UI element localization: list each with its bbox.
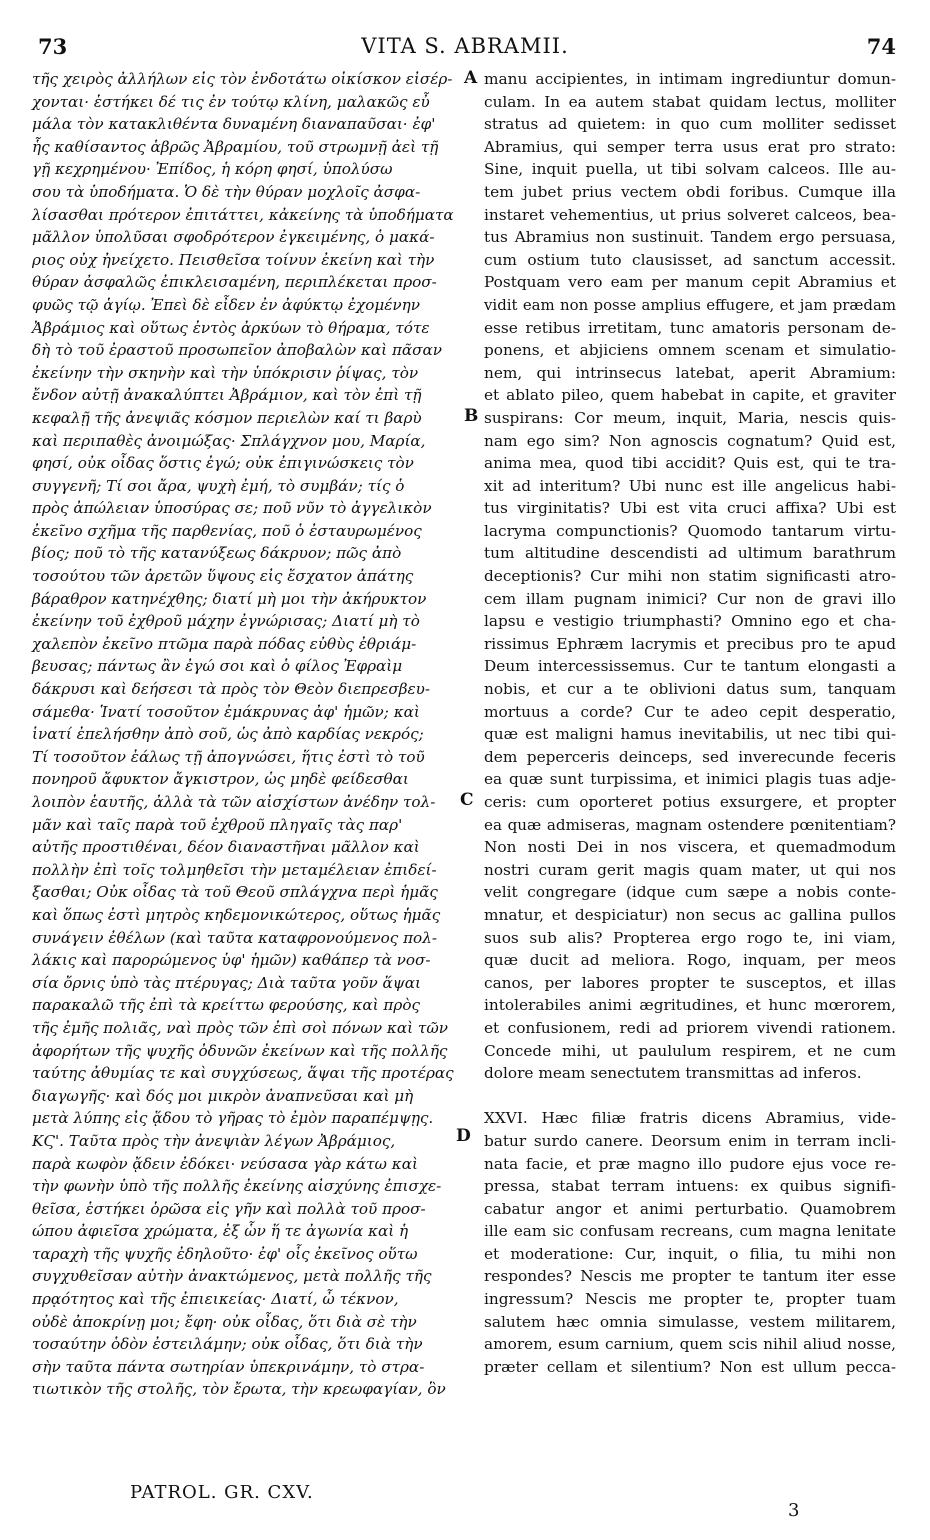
text-line: manu accipientes, in intimam ingrediuntur domun-	[484, 70, 896, 88]
text-line: λοιπὸν ἑαυτῆς, ἀλλὰ τὰ τῶν αἰσχίστων ἀνέδην τολ-	[32, 793, 436, 811]
text-line: πρᾳότητος καὶ τῆς ἐπιεικείας· Διατί, ὦ τέκνον,	[32, 1290, 399, 1309]
text-line: δὴ τὸ τοῦ ἐραστοῦ προσωπεῖον ἀποβαλὼν καὶ πᾶσαν	[32, 341, 443, 360]
text-line: κεφαλῇ τῆς ἀνεψιᾶς κόσμον περιελὼν καί τι βαρὺ	[32, 408, 422, 427]
text-line: σάμεθα· Ἱνατί τοσοῦτον ἐμάκρυνας ἀφ' ἡμῶν; καὶ	[32, 702, 420, 721]
text-line: μάλα τὸν κατακλιθέντα δυναμένη διαναπαῦσαι· ἐφ'	[32, 115, 436, 134]
text-line: præter cellam et silentium? Non est ullum pecca-	[484, 1357, 896, 1376]
margin-marker-c: C	[460, 790, 474, 810]
text-line: ἀφορήτων τῆς ψυχῆς ὀδυνῶν ἐκείνων καὶ τῆς πολλῆς	[32, 1041, 448, 1060]
text-line: βίος; ποῦ τὸ τῆς κατανύξεως δάκρυον; πῶς ἀπὸ	[32, 544, 402, 563]
text-line: suspirans: Cor meum, inquit, Maria, nescis quis-	[484, 408, 896, 427]
text-line: ἐκείνην τὴν σκηνὴν καὶ τὴν ὑπόκρισιν ῥίψας, τὸν	[32, 363, 419, 382]
text-line: nem, qui intrinsecus latebat, aperit Abramium:	[484, 363, 896, 382]
text-line: σία ὄρνις ὑπὸ τὰς πτέρυγας; Διὰ ταῦτα γοῦν ἅψαι	[32, 973, 421, 992]
text-line: ταύτης ἀθυμίας τε καὶ συγχύσεως, ἅψαι τῆς προτέρας	[32, 1064, 454, 1083]
page-header	[30, 34, 900, 64]
text-line: λάκις καὶ παρορώμενος ὑφ' ἡμῶν) καθάπερ τὰ νοσ-	[32, 951, 431, 970]
latin-column	[484, 68, 896, 1378]
text-line: ταραχὴ τῆς ψυχῆς ἐδηλοῦτο· ἐφ' οἷς ἐκεῖνος οὕτω	[32, 1244, 418, 1263]
text-line: πονηροῦ ἄφυκτον ἄγκιστρον, ὡς μηδὲ φείδεσθαι	[32, 770, 409, 789]
text-line: XXVI. Hæc filiæ fratris dicens Abramius, vide-	[484, 1109, 896, 1128]
text-line: intolerabiles animi ægritudines, et hunc mœrorem,	[484, 996, 896, 1015]
page-number-left: 73	[38, 34, 68, 59]
text-line: ceris: cum oporteret potius exsurgere, et propter	[484, 793, 896, 811]
text-line: οὐδὲ ἀποκρίνῃ μοι; ἔφη· οὐκ οἶδας, ὅτι διὰ σὲ τὴν	[32, 1312, 417, 1331]
text-line: σου τὰ ὑποδήματα. Ὁ δὲ τὴν θύραν μοχλοῖς ἀσφα-	[32, 182, 421, 201]
text-line: ea quæ admiseras, magnam ostendere pœnitentiam?	[484, 815, 896, 834]
text-line: τῆς χειρὸς ἀλλήλων εἰς τὸν ἐνδοτάτω οἰκίσκον εἰσέρ-	[32, 70, 453, 88]
text-line: δάκρυσι καὶ δεήσεσι τὰ πρὸς τὸν Θεὸν διεπρεσβευ-	[32, 680, 430, 699]
text-line: esse retibus irretitam, tunc amatoris personam de-	[484, 318, 896, 337]
text-line: xit ad interitum? Ubi nunc est ille angelicus habi-	[484, 476, 896, 495]
text-line: instaret vehementius, ut prius solveret calceos, bea-	[484, 205, 896, 224]
text-line: καὶ περιπαθὲς ἀνοιμώξας· Σπλάγχνον μου, Μαρία,	[32, 431, 426, 450]
text-line: βάραθρον κατηνέχθης; διατί μὴ μοι τὴν ἀκήρυκτον	[32, 589, 427, 608]
text-line: πρὸς ἀπώλειαν ὑποσύρας σε; ποῦ νῦν τὸ ἀγγελικὸν	[32, 499, 432, 518]
text-line: χαλεπὸν ἐκεῖνο πτῶμα παρὰ πόδας εὐθὺς ἐθριάμ-	[32, 634, 417, 653]
text-line: ponens, et abjiciens omnem scenam et simulatio-	[484, 341, 896, 360]
text-line: nobis, et cur a te oblivioni datus sum, tanquam	[484, 680, 896, 699]
margin-marker-a: A	[464, 68, 478, 88]
text-line: πολλὴν ἐπὶ τοῖς τολμηθεῖσι τὴν μεταμέλειαν ἐπιδεί-	[32, 860, 437, 879]
section-gap	[484, 1085, 896, 1108]
text-line: salutem hæc omnia simulasse, vestem militarem,	[484, 1312, 896, 1331]
text-line: nam ego sim? Non agnoscis cognatum? Quid est,	[484, 431, 896, 450]
text-line: anima mea, quod tibi accidit? Quis est, qui te tra-	[484, 454, 896, 473]
margin-marker-b: B	[464, 406, 479, 426]
text-line: τιωτικὸν τῆς στολῆς, τὸν ἔρωτα, τὴν κρεωφαγίαν, ὃν	[32, 1380, 446, 1399]
text-line: μᾶλλον ὑπολῦσαι σφοδρότερον ἐγκειμένης, ὁ μακά-	[32, 228, 435, 247]
text-line: τοσούτου τῶν ἀρετῶν ὕψους εἰς ἔσχατον ἀπάτης	[32, 567, 414, 586]
text-line: amorem, esum carnium, quem scis nihil aliud nosse,	[484, 1335, 896, 1354]
text-line: suos sub alis? Propterea ergo rogo te, ini viam,	[484, 928, 896, 947]
text-line: ingressum? Nescis me propter te, propter tuam	[484, 1290, 896, 1309]
text-line: μετὰ λύπης εἰς ᾅδου τὸ γῆρας τὸ ἐμὸν παραπέμψῃς.	[32, 1109, 434, 1128]
text-line: tus Abramius non sustinuit. Tandem ergo persuasa,	[484, 228, 896, 247]
text-line: αὐτῆς προστιθέναι, δέον διαναστῆναι μᾶλλον καὶ	[32, 838, 420, 857]
text-line: τὴν φωνὴν ὑπὸ τῆς πολλῆς ἐκείνης αἰσχύνης ἐπισχε-	[32, 1177, 442, 1196]
text-line: et confusionem, redi ad priorem vivendi rationem.	[484, 1018, 896, 1037]
text-line: φυῶς τῷ ἁγίῳ. Ἐπεὶ δὲ εἶδεν ἐν ἀφύκτῳ ἐχομένην	[32, 295, 420, 314]
text-line: cem illam pugnam inimici? Cur non de gravi illo	[484, 589, 896, 608]
text-line: canos, per labores propter te susceptos, et illas	[484, 973, 896, 992]
text-line: συνάγειν ἐθέλων (καὶ ταῦτα καταφρονούμενος πολ-	[32, 928, 437, 947]
text-line: batur surdo canere. Deorsum enim in terram incli-	[484, 1131, 896, 1150]
text-line: Abramius, qui semper terra usus erat pro strato:	[484, 137, 896, 156]
text-line: διαγωγῆς· καὶ δός μοι μικρὸν ἀναπνεῦσαι καὶ μὴ	[32, 1086, 414, 1105]
text-line: ille eam sic confusam recreans, cum magna lenitate	[484, 1222, 896, 1241]
text-line: lacryma compunctionis? Quomodo tantarum virtu-	[484, 521, 896, 540]
text-line: culam. In ea autem stabat quidam lectus, molliter	[484, 92, 896, 111]
text-line: λίσασθαι πρότερον ἐπιτάττει, κἀκείνης τὰ ὑποδήματα	[32, 205, 454, 224]
text-line: τοσαύτην ὁδὸν ἐστειλάμην; οὐκ οἶδας, ὅτι διὰ τὴν	[32, 1335, 423, 1354]
text-line: καὶ ὅπως ἐστὶ μητρὸς κηδεμονικώτερος, οὕτως ἡμᾶς	[32, 905, 441, 924]
footer-sheet-number: 3	[788, 1500, 800, 1521]
text-line: Τί τοσοῦτον ἑάλως τῇ ἀπογνώσει, ἥτις ἐστὶ τὸ τοῦ	[32, 747, 425, 766]
text-line: ἔνδον αὐτῇ ἀνακαλύπτει Ἀβράμιον, καὶ τὸν ἐπὶ τῇ	[32, 386, 422, 405]
text-line: ξασθαι; Οὐκ οἶδας τὰ τοῦ Θεοῦ σπλάγχνα περὶ ἡμᾶς	[32, 883, 438, 902]
text-line: μᾶν καὶ ταῖς παρὰ τοῦ ἐχθροῦ πληγαῖς τὰς παρ'	[32, 815, 403, 834]
footer-signature: PATROL. GR. CXV.	[130, 1482, 314, 1503]
text-line: παρακαλῶ τῆς ἐπὶ τὰ κρείττω φερούσης, καὶ πρὸς	[32, 996, 420, 1015]
text-line: ἐκείνην τοῦ ἐχθροῦ μάχην ἐγνώρισας; Διατί μὴ τὸ	[32, 612, 420, 631]
text-line: nostri curam gerit magis quam mater, ut qui nos	[484, 860, 896, 879]
text-line: θεῖσα, ἑστήκει ὁρῶσα εἰς γῆν καὶ πολλὰ τοῦ προσ-	[32, 1199, 426, 1218]
text-line: rissimus Ephræm lacrymis et precibus pro te apud	[484, 634, 896, 653]
text-line: θύραν ἀσφαλῶς ἐπικλεισαμένη, περιπλέκεται προσ-	[32, 273, 437, 292]
text-line: quæ ducit ad meliora. Rogo, inquam, per meos	[484, 951, 896, 970]
text-line: Concede mihi, ut paululum respirem, et ne cum	[484, 1041, 896, 1060]
text-line: συγχυθεῖσαν αὐτὴν ἀνακτώμενος, μετὰ πολλῆς τῆς	[32, 1267, 432, 1286]
text-line: φησί, οὐκ οἶδας ὅστις ἐγώ; οὐκ ἐπιγινώσκεις τὸν	[32, 454, 414, 473]
text-line: ἱνατί ἐπελήσθην ἀπὸ σοῦ, ὡς ἀπὸ καρδίας νεκρός;	[32, 725, 424, 744]
text-line: Non nosti Dei in nos viscera, et quemadmodum	[484, 838, 896, 857]
text-line: et ablato pileo, quem habebat in capite, et graviter	[484, 386, 896, 405]
text-line: βευσας; πάντως ἂν ἐγώ σοι καὶ ὁ φίλος Ἐφραὶμ	[32, 657, 403, 676]
text-line: ώπου ἀφιεῖσα χρώματα, ἐξ ὧν ἥ τε ἀγωνία καὶ ἡ	[32, 1222, 409, 1241]
text-line: ἐκεῖνο σχῆμα τῆς παρθενίας, ποῦ ὁ ἐσταυρωμένος	[32, 521, 422, 540]
text-line: τῆς ἐμῆς πολιᾶς, ναὶ πρὸς τῶν ἐπὶ σοὶ πόνων καὶ τῶν	[32, 1018, 448, 1037]
text-line: Postquam vero eam per manum cepit Abramius et	[484, 273, 896, 292]
text-line: stratus ad quietem: in quo cum molliter sedisset	[484, 115, 896, 134]
text-line: συγγενῆ; Τί σοι ἄρα, ψυχὴ ἐμή, τὸ συμβάν; τίς ὁ	[32, 476, 405, 495]
text-line: deceptionis? Cur mihi non statim significasti atro-	[484, 567, 896, 586]
page-number-right: 74	[866, 34, 896, 59]
text-line: tus virginitatis? Ubi est vita cruci affixa? Ubi est	[484, 499, 896, 518]
text-line: cabatur angor et animi perturbatio. Quamobrem	[484, 1199, 896, 1218]
text-line: παρὰ κωφὸν ᾄδειν ἐδόκει· νεύσασα γὰρ κάτω καὶ	[32, 1154, 418, 1173]
text-line: Deum intercessissemus. Cur te tantum elongasti a	[484, 657, 896, 676]
greek-column	[32, 68, 460, 1401]
text-line: dolore meam senectutem transmittas ad inferos.	[484, 1064, 862, 1083]
text-line: nata facie, et præ magno illo pudore ejus voce re-	[484, 1154, 896, 1173]
text-line: ΚϚ'. Ταῦτα πρὸς τὴν ἀνεψιὰν λέγων Ἀβράμιος,	[32, 1131, 396, 1150]
text-line: et moderatione: Cur, inquit, o filia, tu mihi non	[484, 1244, 896, 1263]
text-line: quæ est maligni hamus inevitabilis, ut nec tibi qui-	[484, 725, 896, 744]
text-line: tem jubet prius vectem obdi foribus. Cumque illa	[484, 182, 896, 201]
text-line: σὴν ταῦτα πάντα σωτηρίαν ὑπεκρινάμην, τὸ στρα-	[32, 1357, 425, 1376]
text-line: dem peperceris deinceps, sed inverecunde feceris	[484, 747, 896, 766]
text-line: ea quæ sunt turpissima, et inimici plagis tuas adje-	[484, 770, 896, 789]
text-line: γῇ κεχρημένου· Ἐπίδος, ἡ κόρη φησί, ὑπολύσω	[32, 160, 393, 179]
text-line: ἧς καθίσαντος ἁβρῶς Ἀβραμίου, τοῦ στρωμνῇ ἀεὶ τῇ	[32, 137, 439, 156]
running-title: VITA S. ABRAMII.	[361, 34, 569, 58]
text-line: mortuus a corde? Cur te adeo cepit desperatio,	[484, 702, 896, 721]
text-line: Ἀβράμιος καὶ οὕτως ἐντὸς ἀρκύων τὸ θήραμα, τότε	[32, 318, 430, 337]
margin-marker-d: D	[456, 1126, 471, 1146]
text-line: vidit eam non posse amplius effugere, et jam prædam	[484, 295, 896, 314]
text-line: lapsu e vestigio triumphasti? Omnino ego et cha-	[484, 612, 896, 631]
text-line: ριος οὐχ ἠνείχετο. Πεισθεῖσα τοίνυν ἐκείνη καὶ τὴν	[32, 250, 435, 269]
text-line: mnatur, et despiciatur) non secus ac gallina pullos	[484, 905, 896, 924]
text-line: pressa, stabat terram intuens: ex quibus signifi-	[484, 1177, 896, 1196]
text-line: χονται· ἑστήκει δέ τις ἐν τούτῳ κλίνη, μαλακῶς εὖ	[32, 92, 430, 111]
text-line: Sine, inquit puella, ut tibi solvam calceos. Ille au-	[484, 160, 896, 179]
text-line: respondes? Nescis me propter te tantum iter esse	[484, 1267, 896, 1286]
text-line: tum altitudine descendisti ad ultimum barathrum	[484, 544, 896, 563]
text-line: velit congregare (idque cum sæpe a nobis conte-	[484, 883, 896, 902]
text-line: cum ostium tuto clausisset, ad sanctum accessit.	[484, 250, 896, 269]
